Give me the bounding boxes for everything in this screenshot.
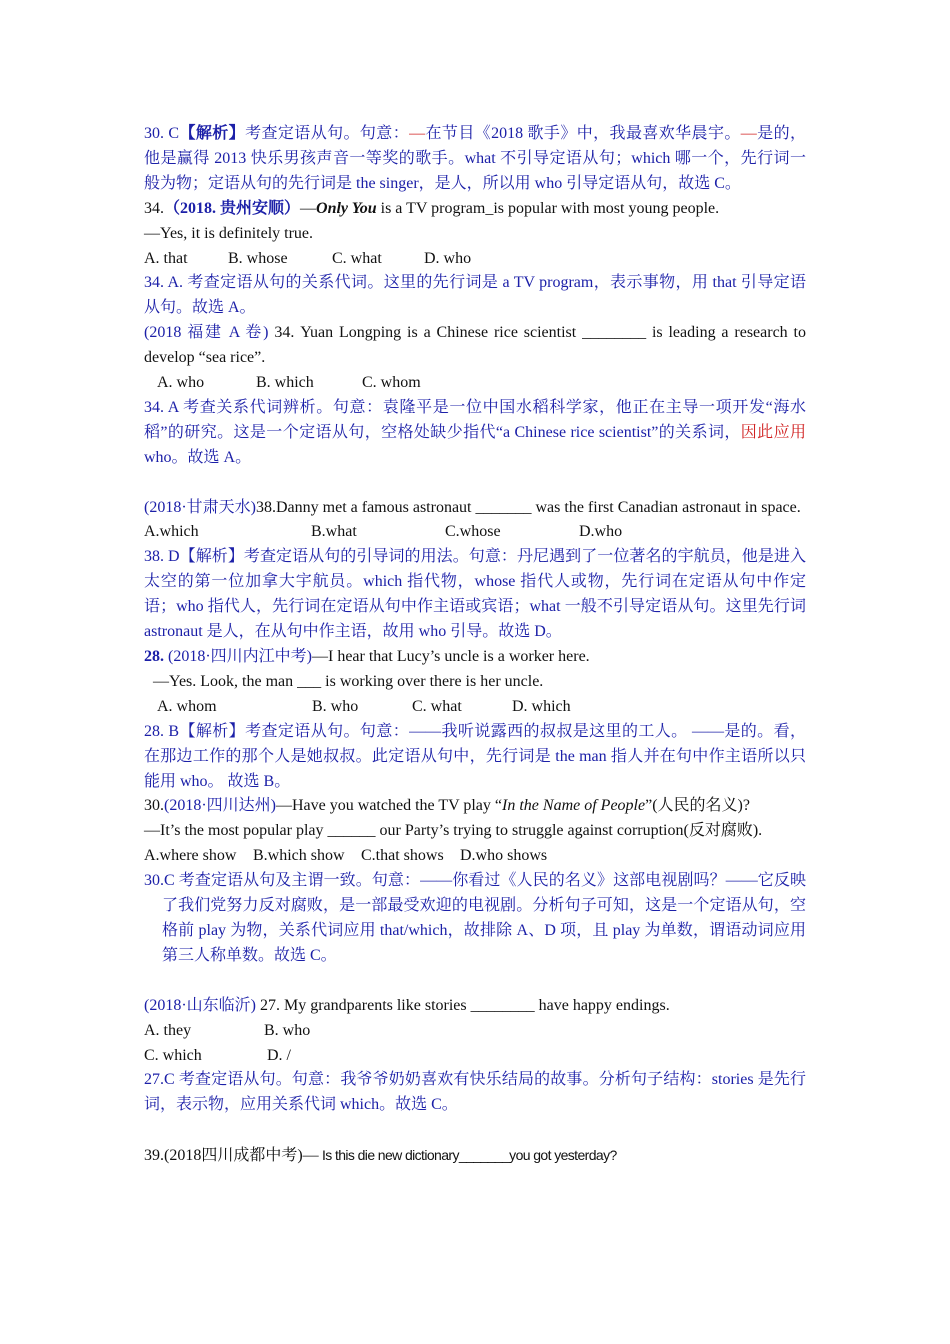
spacer	[144, 969, 806, 994]
option-d: D. who	[424, 249, 472, 267]
q30b-reply: —It’s the most popular play ______ our Party’s trying to struggle against corruption(反对腐败).	[144, 822, 763, 840]
q38-options	[144, 520, 806, 545]
option-b: B.what	[311, 523, 357, 541]
option-c: C. what	[332, 249, 382, 267]
q27-options-row1	[144, 1019, 806, 1044]
q34-reply: —Yes, it is definitely true.	[144, 224, 314, 242]
option-b: B.which show	[253, 847, 345, 865]
q39-question: 39.(2018四川成都中考)— Is this die new dictionary_______you got yesterday?	[144, 1147, 617, 1165]
option-c: C. what	[412, 697, 462, 715]
q27-question: (2018·山东临沂) 27. My grandparents like stories ________ have happy endings.	[144, 996, 670, 1014]
document-page	[144, 122, 806, 1169]
q27-analysis: 27.C 考查定语从句。句意：我爷爷奶奶喜欢有快乐结局的故事。分析句子结构：stories 是先行词，表示物，应用关系代词 which。故选 C。	[144, 1071, 806, 1114]
q28-options	[144, 695, 806, 720]
q38-question: (2018·甘肃天水)38.Danny met a famous astronaut _______ was the first Canadian astronaut in space.	[144, 498, 801, 516]
option-a: A.which	[144, 523, 199, 541]
q34b-question: (2018 福建 A 卷) 34. Yuan Longping is a Chinese rice scientist ________ is leading a research to develop “sea rice”.	[144, 324, 806, 367]
spacer	[144, 471, 806, 496]
q34b-analysis: 34. A 考查关系代词辨析。句意：袁隆平是一位中国水稻科学家，他正在主导一项开发“海水稻”的研究。这是一个定语从句，空格处缺少指代“a Chinese rice scientist”的关系词，因此应用 who。故选 A。	[144, 398, 806, 466]
option-a: A. whom	[157, 697, 217, 715]
option-c: C.that shows	[361, 847, 444, 865]
q34-options	[144, 247, 806, 272]
q38-analysis: 38. D【解析】考查定语从句的引导词的用法。句意：丹尼遇到了一位著名的宇航员，他是进入太空的第一位加拿大宇航员。which 指代物，whose 指代人或物，先行词在定语从句中作定语；who 指代人，先行词在定语从句中作主语或宾语；what 一般不引导定语从句。这里先行词 astronaut 是人，在从句中作主语，故用 who 引导。故选 D。	[144, 548, 806, 641]
q28-reply: —Yes. Look, the man ___ is working over there is her uncle.	[153, 672, 544, 690]
q30-analysis: 30. C【解析】考查定语从句。句意：—在节目《2018 歌手》中，我最喜欢华晨宇。—是的，他是赢得 2013 快乐男孩声音一等奖的歌手。what 不引导定语从句；which 哪一个，先行词一般为物；定语从句的先行词是 the singer，是人，所以用 who 引导定语从句，故选 C。	[144, 125, 806, 192]
option-b: B. who	[264, 1021, 311, 1039]
option-c: C.whose	[445, 523, 501, 541]
q30b-analysis: 30.C 考查定语从句及主谓一致。句意：——你看过《人民的名义》这部电视剧吗？——它反映了我们党努力反对腐败，是一部最受欢迎的电视剧。分析句子可知，这是一个定语从句，空格前 play 为物，关系代词应用 that/which，故排除 A、D 项，且 play 为单数，谓语动词应用第三人称单数。故选 C。	[144, 872, 806, 964]
spacer	[144, 1118, 806, 1143]
option-d: D. which	[512, 697, 571, 715]
option-a: A. who	[157, 374, 205, 392]
q30b-options	[144, 844, 806, 869]
option-b: B. which	[256, 374, 314, 392]
q34b-options	[144, 371, 806, 396]
option-a: A.where show	[144, 847, 237, 865]
option-c: C. whom	[362, 374, 421, 392]
q28-question: 28. (2018·四川内江中考)—I hear that Lucy’s uncle is a worker here.	[144, 648, 590, 666]
option-c: C. which	[144, 1046, 202, 1064]
option-a: A. that	[144, 249, 188, 267]
q28-analysis: 28. B【解析】考查定语从句。句意：——我听说露西的叔叔是这里的工人。 ——是的。看，在那边工作的那个人是她叔叔。此定语从句中，先行词是 the man 指人并在句中作主语所以只能用 who。 故选 B。	[144, 722, 806, 790]
q34-question: 34.（2018. 贵州安顺）—Only You is a TV program_is popular with most young people.	[144, 199, 720, 217]
q27-options-row2	[144, 1044, 806, 1069]
option-d: D.who	[579, 523, 623, 541]
option-b: B. who	[312, 697, 359, 715]
q34-analysis: 34. A. 考查定语从句的关系代词。这里的先行词是 a TV program，表示事物，用 that 引导定语从句。故选 A。	[144, 274, 806, 317]
option-d: D.who shows	[460, 847, 548, 865]
option-d: D. /	[267, 1046, 291, 1064]
option-a: A. they	[144, 1021, 192, 1039]
option-b: B. whose	[228, 249, 288, 267]
q30b-question: 30.(2018·四川达州)—Have you watched the TV play “In the Name of People”(人民的名义)?	[144, 797, 750, 815]
